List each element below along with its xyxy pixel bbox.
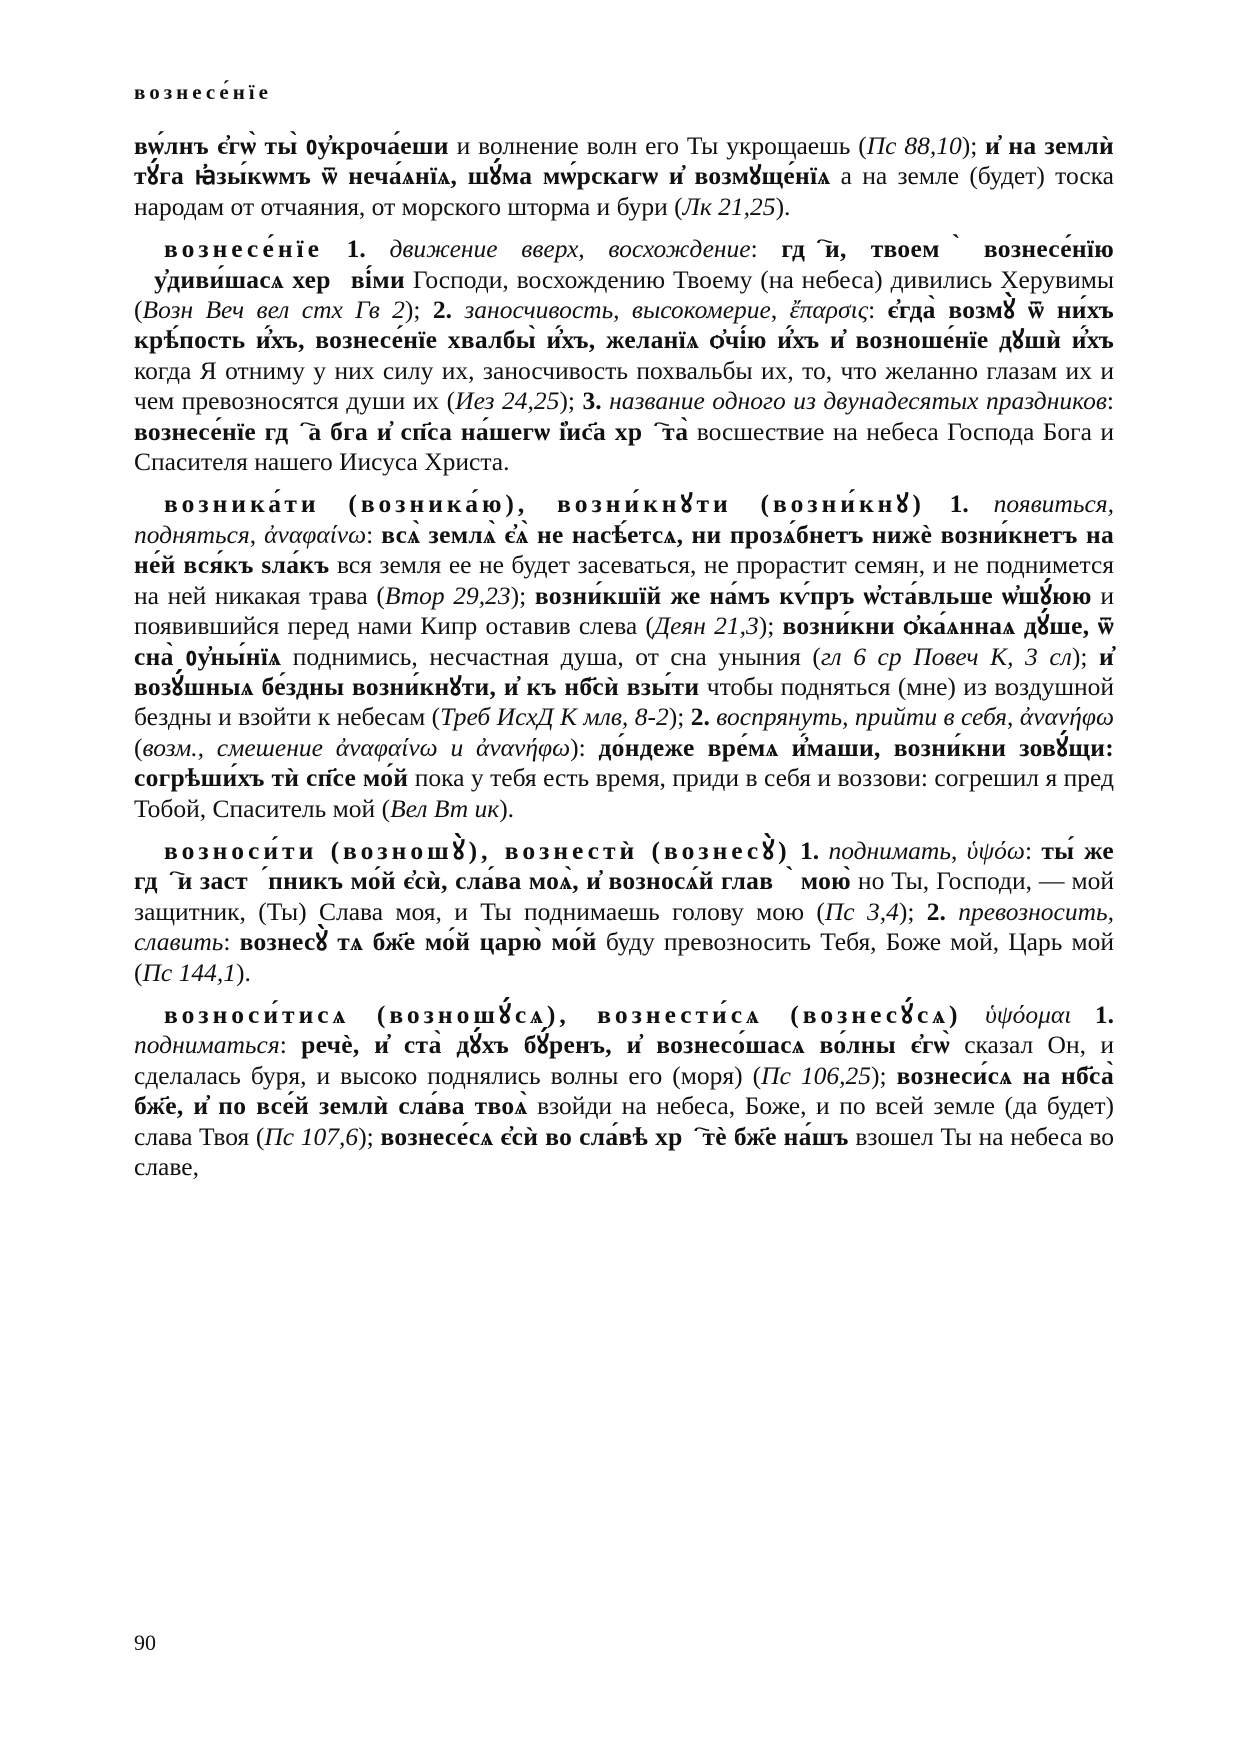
headword: вознесе́нїе [164, 234, 323, 264]
text [946, 897, 958, 926]
church-slavonic-text: возни́кни ѻ҆ка́ѧннаѧ дꙋ́ше, ѿ сна̀ ᲂу҆ны́нїѧ [134, 611, 1114, 671]
italic-text: Пс 3,4 [824, 896, 899, 926]
church-slavonic-text: вознесе́нїе гдⷭ҇а бга и҆ сп҃са на́шегѡ і҆ис҃а хрⷭ҇та̀ [134, 416, 689, 446]
italic-text: Возн Веч вел стх Гв 2 [142, 295, 405, 325]
bold-marker: 2. [432, 295, 452, 325]
text: ); [898, 896, 927, 926]
church-slavonic-text: и҆ возꙋ́шныѧ бе́здны возни́кнꙋти, и҆ къ нб҃сѝ взы́ти [134, 641, 1114, 701]
bold-marker: 2. [926, 896, 946, 926]
italic-text: подниматься [134, 1030, 280, 1060]
bold-marker: 1. [800, 835, 820, 865]
italic-text: появиться, подняться [134, 489, 1114, 549]
text: : [279, 1030, 302, 1060]
text: ( [134, 732, 143, 762]
church-slavonic-text: и҆ на землѝ тꙋ́га ꙗ҆зы́кѡмъ ѿ неча́ѧнїѧ, шꙋ́ма мѡ́рскагѡ и҆ возмꙋще́нїѧ [134, 131, 1114, 191]
text: , [1007, 702, 1020, 732]
text [323, 234, 347, 263]
text: Господи, восхождению Твоему (на небеса) дивились Херувимы ( [134, 264, 1114, 325]
church-slavonic-text: вознесе́сѧ є҆сѝ во сла́вѣ хрⷭ҇тѐ бж҃е на́шъ [380, 1121, 849, 1151]
italic-text: ἀνανήφω [1019, 702, 1114, 732]
dictionary-text [134, 131, 1114, 1182]
bold-marker: 1. [346, 234, 366, 264]
text: взойди на небеса, Боже, и по всей земле (да будет) слава Твоя ( [134, 1091, 1114, 1151]
text [366, 234, 390, 263]
text [1071, 1000, 1095, 1029]
bold-marker: 3. [582, 386, 602, 416]
church-slavonic-text: ты́ же гдⷭ҇и застꙋ́пникъ мо́й є҆сѝ, сла́ва моѧ̀, и҆ возносѧ́й главꙋ̀ мою̀ [134, 835, 1115, 896]
text: ); [510, 580, 535, 610]
text: : [1024, 835, 1042, 865]
headword: возноси́тисѧ (возношꙋ́сѧ), вознести́сѧ (вознесꙋ́сѧ) [164, 999, 962, 1029]
italic-text: Иез 24,25 [455, 386, 560, 416]
church-slavonic-text: є҆гда̀ возмꙋ̀ ѿ ни́хъ крѣ́пость и҆́хъ, вознесе́нїе хвалбы̀ и҆́хъ, желанїѧ ѻ҆чі́ю и҆́хъ и҆ возноше́нїе дꙋшѝ и҆́хъ [134, 295, 1115, 355]
italic-text: воспрянуть, прийти в себя [716, 702, 1008, 732]
church-slavonic-text: вознеси́сѧ на нб҃са̀ бж҃е, и҆ по все́й землѝ сла́ва твоѧ̀ [134, 1060, 1115, 1121]
text: пока у тебя есть время, приди в себя и воззови: согрешил я пред Тобой, Спаситель мой ( [134, 763, 1114, 823]
text: : [750, 234, 782, 264]
italic-text: Вел Вт ик [390, 793, 500, 823]
italic-text: превозносить, славить [134, 896, 1114, 957]
text: вся земля ее не будет засеваться, не прорастит семян, и не поднимется на ней никакая трава ( [134, 550, 1115, 610]
text [925, 489, 950, 518]
church-slavonic-text: вѡ́лнъ є҆гѡ̀ ты̀ ᲂу҆кроча́еши [134, 131, 449, 160]
italic-text: возм., смешение ἀναφαίνω и ἀνανήφω [142, 732, 571, 762]
text: : [868, 295, 888, 325]
dictionary-entry [134, 836, 1114, 988]
text [969, 489, 994, 518]
text: восшествие на небеса Господа Бога и Спасителя нашего Иисуса Христа. [134, 416, 1114, 477]
text [791, 836, 800, 865]
italic-text: Треб ИсхД К млв, 8-2 [440, 702, 669, 732]
text: и появившийся перед нами Кипр оставив слева ( [134, 580, 1114, 641]
text: ); [358, 1121, 381, 1151]
text: взошел Ты на небеса во славе, [134, 1121, 1114, 1181]
page-number: 90 [134, 1630, 156, 1655]
dictionary-entry [134, 489, 1114, 823]
text: буду превозносить Тебя, Боже мой, Царь мой ( [134, 927, 1114, 987]
text: ). [499, 793, 515, 823]
running-head: вознесе́нїе [134, 80, 272, 104]
italic-text: ἀναφαίνω [264, 519, 367, 549]
text [452, 295, 464, 324]
text: поднимись, несчастная душа, от сна уныния ( [281, 641, 821, 671]
text [962, 1000, 986, 1029]
italic-text: Деян 21,3 [653, 611, 759, 641]
text: ); [758, 611, 783, 641]
italic-text: Пс 106,25 [761, 1060, 872, 1090]
italic-text: Лк 21,25 [682, 191, 776, 221]
church-slavonic-text: всѧ̀ землѧ̀ є҆ѧ̀ не насѣ́етсѧ, ни прозѧ́бнетъ нижѐ возни́кнетъ на не́й вся́къ ѕла́къ [134, 519, 1114, 580]
text: ). [775, 191, 791, 221]
headword: возника́ти (возника́ю), возни́кнꙋти (возни́кнꙋ) [164, 489, 925, 519]
dictionary-entry [134, 234, 1114, 477]
dictionary-entry [134, 1000, 1114, 1182]
italic-text: ὑψόομαι [985, 999, 1072, 1029]
italic-text: ὑψόω [966, 835, 1025, 865]
bold-marker: 1. [1094, 999, 1114, 1029]
text: : [1106, 386, 1114, 416]
text: ); [668, 702, 691, 732]
text: ). [235, 957, 251, 987]
church-slavonic-text: гдⷭ҇и, твоемꙋ̀ вознесе́нїю ᲂу҆диви́шасѧ херꙋві́ми [134, 234, 1114, 294]
text: ); [559, 386, 583, 416]
text: ): [570, 732, 599, 762]
bold-marker: 1. [949, 489, 969, 519]
text: ); [404, 295, 433, 325]
italic-text: ἔπαρσις [789, 295, 869, 325]
italic-text: Пс 144,1 [142, 957, 236, 987]
text: а на земле (будет) тоска народам от отчаяния, от морского шторма и бури ( [134, 161, 1114, 221]
italic-text: название одного из двунадесятых праздников [609, 386, 1107, 416]
text: : [366, 519, 382, 549]
text: : [223, 927, 240, 957]
text: когда Я отниму у них силу их, заносчивость похвальбы их, то, что желанно глазам их и чем превозносятся души их ( [134, 355, 1114, 416]
text: , [249, 519, 265, 549]
italic-text: Втор 29,23 [384, 580, 511, 610]
entry-continuation [134, 131, 1114, 222]
church-slavonic-text: до́ндеже вре́мѧ и҆́маши, возни́кни зовꙋ́щи: согрѣши́хъ тѝ сп҃се мо́й [134, 732, 1114, 793]
bold-marker: 2. [690, 702, 710, 732]
text: ); [1071, 641, 1099, 671]
page-body [134, 75, 1114, 1194]
text: , [950, 835, 967, 865]
text: и волнение волн его Ты укрощаешь ( [448, 131, 867, 160]
text: но Ты, Господи, — мой защитник, (Ты) Слава моя, и Ты поднимаешь голову мою ( [134, 866, 1115, 926]
italic-text: гл 6 ср Повеч К, 3 сл [820, 641, 1072, 671]
church-slavonic-text: возни́кшїй же на́мъ кѵ́пръ ѡ҆ста́вльше ѡ҆шꙋ́юю [534, 580, 1092, 610]
italic-text: движение вверх, восхождение [389, 234, 751, 264]
italic-text: Пс 107,6 [264, 1121, 359, 1151]
text: чтобы подняться (мне) из воздушной бездны и взойти к небесам ( [134, 671, 1114, 732]
text: , [770, 295, 790, 325]
church-slavonic-text: вознесꙋ̀ тѧ бж҃е мо́й царю̀ мо́й [239, 927, 597, 957]
text: сказал Он, и сделалась буря, и высоко поднялись волны его (моря) ( [134, 1030, 1114, 1090]
italic-text: Пс 88,10 [866, 131, 962, 160]
italic-text: поднимать [828, 835, 951, 865]
headword: возноси́ти (возношꙋ̀), вознестѝ (вознесꙋ̀) [164, 835, 791, 865]
text: ); [871, 1060, 897, 1090]
italic-text: заносчивость, высокомерие [464, 295, 771, 325]
text [602, 386, 610, 415]
church-slavonic-text: речѐ, и҆ ста̀ дꙋ́хъ бꙋ́ренъ, и҆ вознесо́шасѧ во́лны є҆гѡ̀ [301, 1030, 950, 1060]
text: ); [961, 131, 986, 160]
